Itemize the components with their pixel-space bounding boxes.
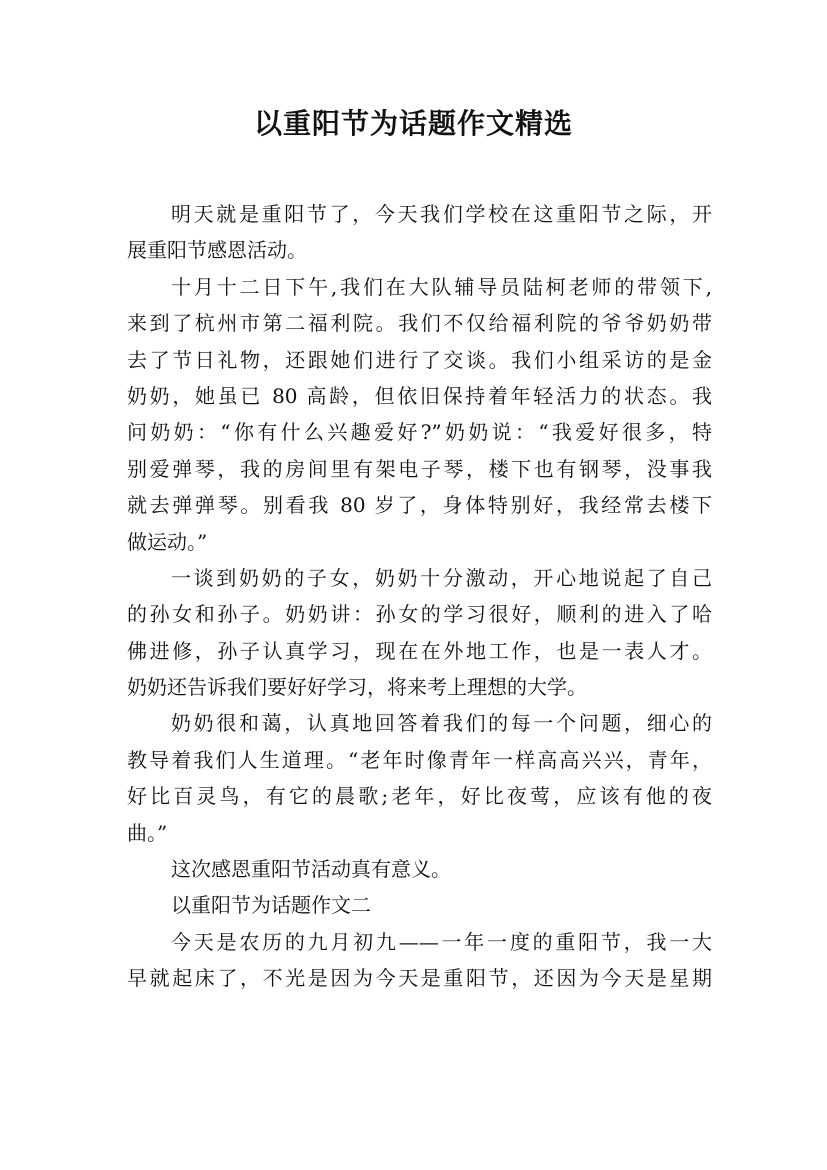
text-line: 展重阳节感恩活动。 <box>127 238 307 263</box>
text-line: 佛进修，孙子认真学习，现在在外地工作，也是一表人才。 <box>127 638 712 663</box>
text-line: 奶奶，她虽已 80 高龄，但依旧保持着年轻活力的状态。我 <box>127 383 712 408</box>
text-line: 好比百灵鸟，有它的晨歌;老年，好比夜莺，应该有他的夜 <box>127 784 712 809</box>
text-line: 以重阳节为话题作文二 <box>171 893 371 918</box>
text-line: 十月十二日下午,我们在大队辅导员陆柯老师的带领下, <box>171 274 712 299</box>
document-body <box>127 196 712 997</box>
text-line: 别爱弹琴，我的房间里有架电子琴，楼下也有钢琴，没事我 <box>127 456 712 481</box>
text-line: 奶奶很和蔼，认真地回答着我们的每一个问题，细心的 <box>171 711 712 736</box>
text-line: 今天是农历的九月初九——一年一度的重阳节，我一大 <box>171 929 712 954</box>
text-line: 就去弹弹琴。别看我 80 岁了，身体特别好，我经常去楼下 <box>127 493 712 518</box>
text-line: 早就起床了，不光是因为今天是重阳节，还因为今天是星期 <box>127 966 712 991</box>
text-line: 曲。” <box>127 820 168 845</box>
text-line: 来到了杭州市第二福利院。我们不仅给福利院的爷爷奶奶带 <box>127 311 712 336</box>
text-line: 的孙女和孙子。奶奶讲：孙女的学习很好，顺利的进入了哈 <box>127 602 712 627</box>
text-line: 做运动。” <box>127 529 208 554</box>
text-line: 去了节日礼物，还跟她们进行了交谈。我们小组采访的是金 <box>127 347 712 372</box>
text-line: 这次感恩重阳节活动真有意义。 <box>171 857 451 882</box>
text-line: 问奶奶：“你有什么兴趣爱好?”奶奶说：“我爱好很多，特 <box>127 420 712 445</box>
document-title: 以重阳节为话题作文精选 <box>253 107 573 140</box>
text-line: 奶奶还告诉我们要好好学习，将来考上理想的大学。 <box>127 675 587 700</box>
text-line: 教导着我们人生道理。“老年时像青年一样高高兴兴，青年， <box>127 747 712 772</box>
text-line: 明天就是重阳节了，今天我们学校在这重阳节之际，开 <box>171 202 712 226</box>
text-line: 一谈到奶奶的子女，奶奶十分激动，开心地说起了自己 <box>171 565 712 590</box>
